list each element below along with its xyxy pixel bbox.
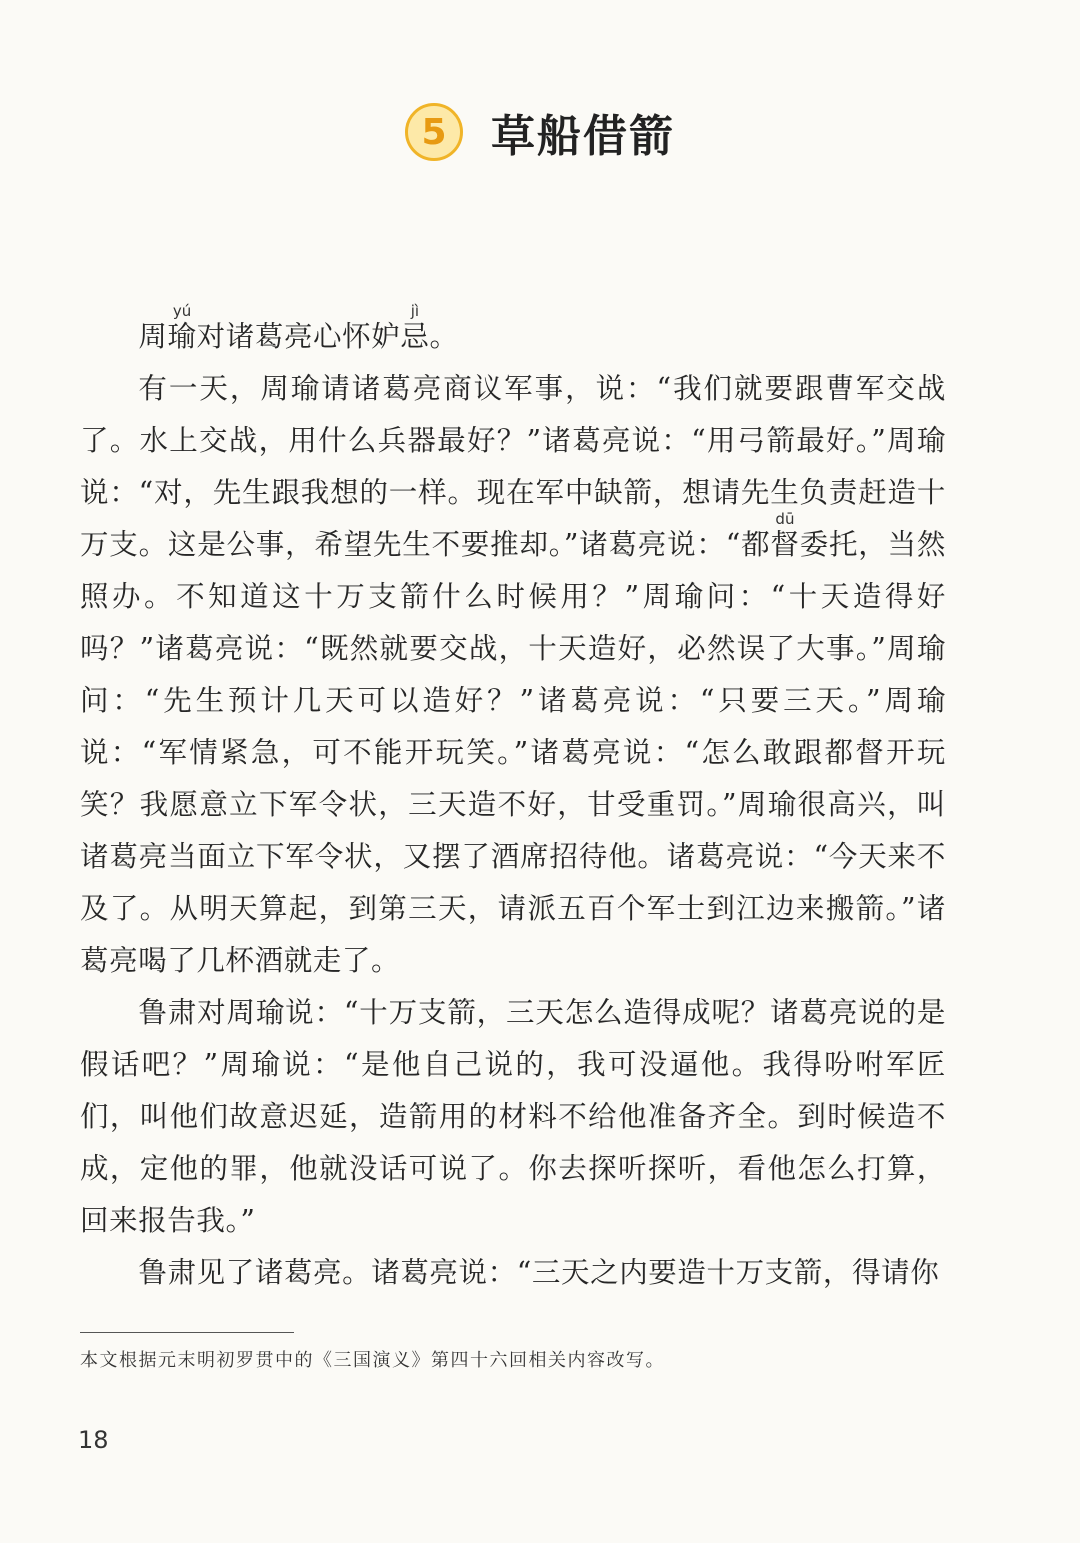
paragraph-text: 。 — [429, 320, 459, 353]
paragraph-text: 委托，当然照办。不知道这十万支箭什么时候用？”周瑜问：“十天造得好吗？”诸葛亮说：“既然就要交战，十天造好，必然误了大事。”周瑜问：“先生预计几天可以造好？”诸葛亮说：“只要三天。”周瑜说：“军情紧急，可不能开玩笑。”诸葛亮说：“怎么敢跟都督开玩笑？我愿意立下军令状，三天造不好，甘受重罚。”周瑜很高兴，叫诸葛亮当面立下军令状，又摆了酒席招待他。诸葛亮说：“今天来不及了。从明天算起，到第三天，请派五百个军士到江边来搬箭。”诸葛亮喝了几杯酒就走了。 — [80, 528, 946, 977]
page-number: 18 — [78, 1426, 109, 1454]
lesson-number-badge: 5 — [405, 103, 463, 161]
paragraph-3: 鲁肃对周瑜说：“十万支箭，三天怎么造得成呢？诸葛亮说的是假话吧？”周瑜说：“是他自己说的，我可没逼他。我得吩咐军匠们，叫他们故意迟延，造箭用的材料不给他准备齐全。到时候造不成，定他的罪，他就没话可说了。你去探听探听，看他怎么打算，回来报告我。” — [80, 996, 946, 1237]
paragraph-1 — [80, 304, 946, 363]
pinyin-annotation: 督dū — [770, 510, 800, 561]
paragraph-text: 对诸葛亮心怀妒 — [196, 320, 401, 353]
lesson-body — [80, 304, 946, 1299]
paragraph-text: 有一天，周瑜请诸葛亮商议军事，说：“我们就要跟曹军交战了。水上交战，用什么兵器最好？”诸葛亮说：“用弓箭最好。”周瑜说：“对，先生跟我想的一样。现在军中缺箭，想请先生负责赶造十万支。这是公事，希望先生不要推却。”诸葛亮说：“都 — [80, 372, 946, 561]
pinyin-annotation: 瑜yú — [167, 302, 197, 353]
pinyin-annotation: 忌jì — [400, 302, 430, 353]
footnote: 本文根据元末明初罗贯中的《三国演义》第四十六回相关内容改写。 — [80, 1350, 665, 1371]
footnote-divider — [80, 1332, 294, 1333]
paragraph-4: 鲁肃见了诸葛亮。诸葛亮说：“三天之内要造十万支箭，得请你 — [138, 1256, 940, 1289]
lesson-title: 草船借箭 — [491, 111, 675, 162]
paragraph-text: 周 — [138, 320, 168, 353]
lesson-header — [0, 96, 1080, 168]
paragraph-2 — [80, 363, 946, 987]
